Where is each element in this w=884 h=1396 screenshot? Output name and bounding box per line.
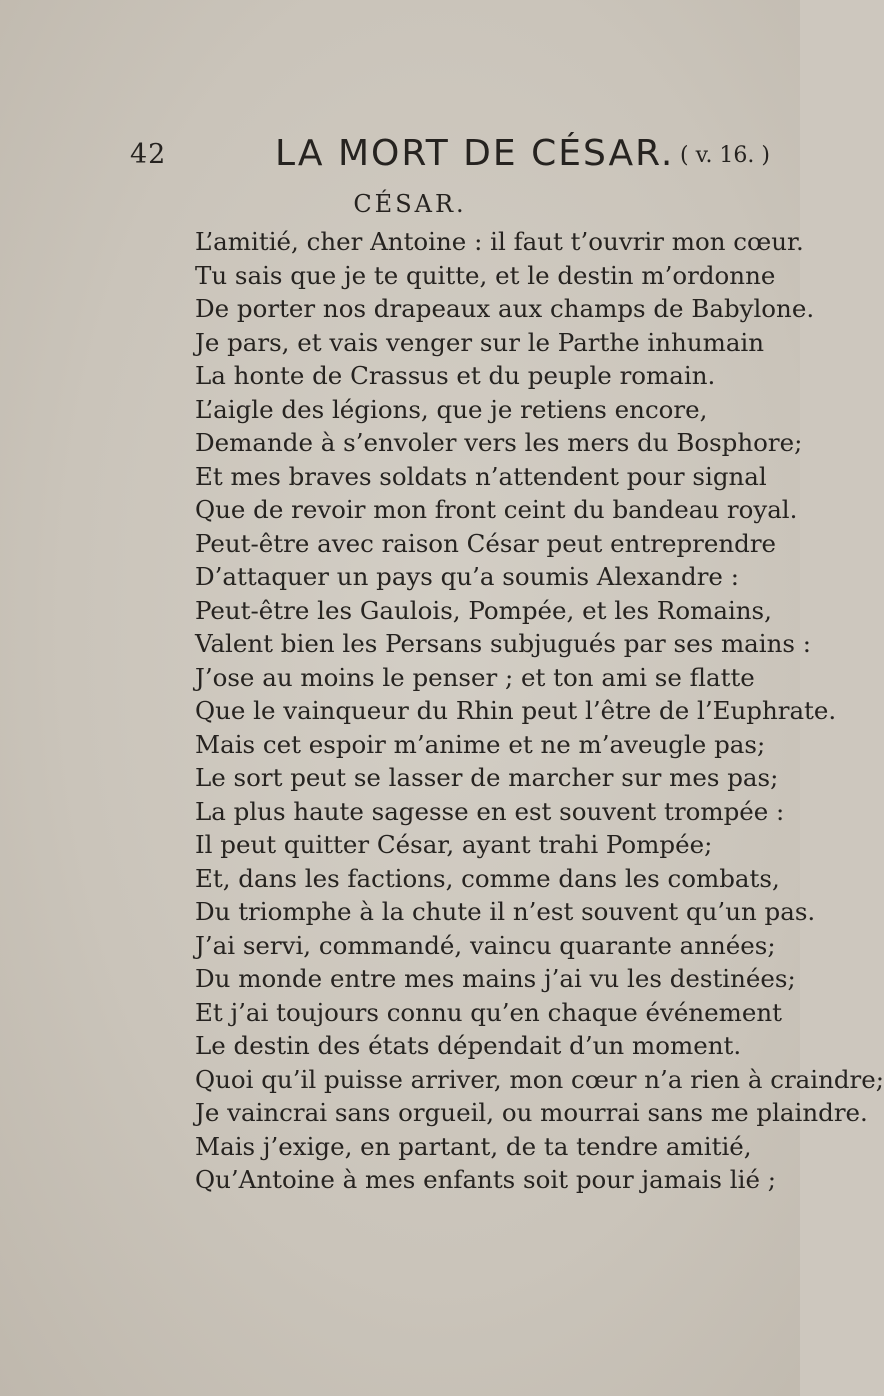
verse-line: Le sort peut se lasser de marcher sur mes pas; bbox=[195, 763, 779, 792]
verse-line: Je pars, et vais venger sur le Parthe inhumain bbox=[195, 327, 765, 357]
verse-line: Je vaincrai sans orgueil, ou mourrai sans me plaindre. bbox=[195, 1098, 868, 1127]
verse-block bbox=[195, 225, 884, 1197]
verse-line: Quoi qu’il puisse arriver, mon cœur n’a rien à craindre; bbox=[195, 1064, 884, 1094]
verse-line: Du monde entre mes mains j’ai vu les destinées; bbox=[195, 964, 796, 993]
verse-line: D’attaquer un pays qu’a soumis Alexandre : bbox=[195, 562, 739, 591]
verse-line: Et, dans les factions, comme dans les combats, bbox=[195, 863, 780, 893]
verse-line: Il peut quitter César, ayant trahi Pompée; bbox=[195, 830, 713, 859]
verse-line: Le destin des états dépendait d’un moment. bbox=[195, 1031, 742, 1060]
running-title: LA MORT DE CÉSAR. bbox=[275, 133, 675, 174]
verse-line: L’amitié, cher Antoine : il faut t’ouvrir mon cœur. bbox=[195, 227, 804, 256]
speaker-name: CÉSAR. bbox=[353, 190, 467, 218]
verse-line: De porter nos drapeaux aux champs de Babylone. bbox=[195, 294, 815, 323]
page-number: 42 bbox=[130, 139, 167, 170]
verse-line: Demande à s’envoler vers les mers du Bosphore; bbox=[195, 428, 803, 457]
verse-line: Valent bien les Persans subjugués par ses mains : bbox=[195, 629, 812, 658]
verse-line: Et mes braves soldats n’attendent pour signal bbox=[195, 461, 767, 491]
verse-line: J’ai servi, commandé, vaincu quarante années; bbox=[195, 930, 776, 960]
page-header bbox=[130, 133, 770, 183]
verse-line: Mais j’exige, en partant, de ta tendre amitié, bbox=[195, 1131, 752, 1161]
verse-reference: ( v. 16. ) bbox=[680, 143, 770, 168]
verse-line: Que de revoir mon front ceint du bandeau royal. bbox=[195, 495, 798, 524]
verse-line: J’ose au moins le penser ; et ton ami se flatte bbox=[195, 662, 755, 692]
verse-line: Qu’Antoine à mes enfants soit pour jamais lié ; bbox=[195, 1165, 777, 1194]
verse-line: Mais cet espoir m’anime et ne m’aveugle pas; bbox=[195, 729, 766, 759]
verse-line: La plus haute sagesse en est souvent trompée : bbox=[195, 796, 785, 826]
verse-line: Tu sais que je te quitte, et le destin m’ordonne bbox=[195, 260, 776, 290]
verse-line: Peut-être avec raison César peut entreprendre bbox=[195, 528, 777, 558]
verse-line: L’aigle des légions, que je retiens encore, bbox=[195, 394, 708, 424]
verse-line: Peut-être les Gaulois, Pompée, et les Romains, bbox=[195, 595, 772, 625]
verse-line: Du triomphe à la chute il n’est souvent qu’un pas. bbox=[195, 897, 816, 926]
verse-line: Que le vainqueur du Rhin peut l’être de l’Euphrate. bbox=[195, 696, 837, 725]
verse-line: La honte de Crassus et du peuple romain. bbox=[195, 361, 716, 390]
verse-line: Et j’ai toujours connu qu’en chaque événement bbox=[195, 997, 782, 1027]
